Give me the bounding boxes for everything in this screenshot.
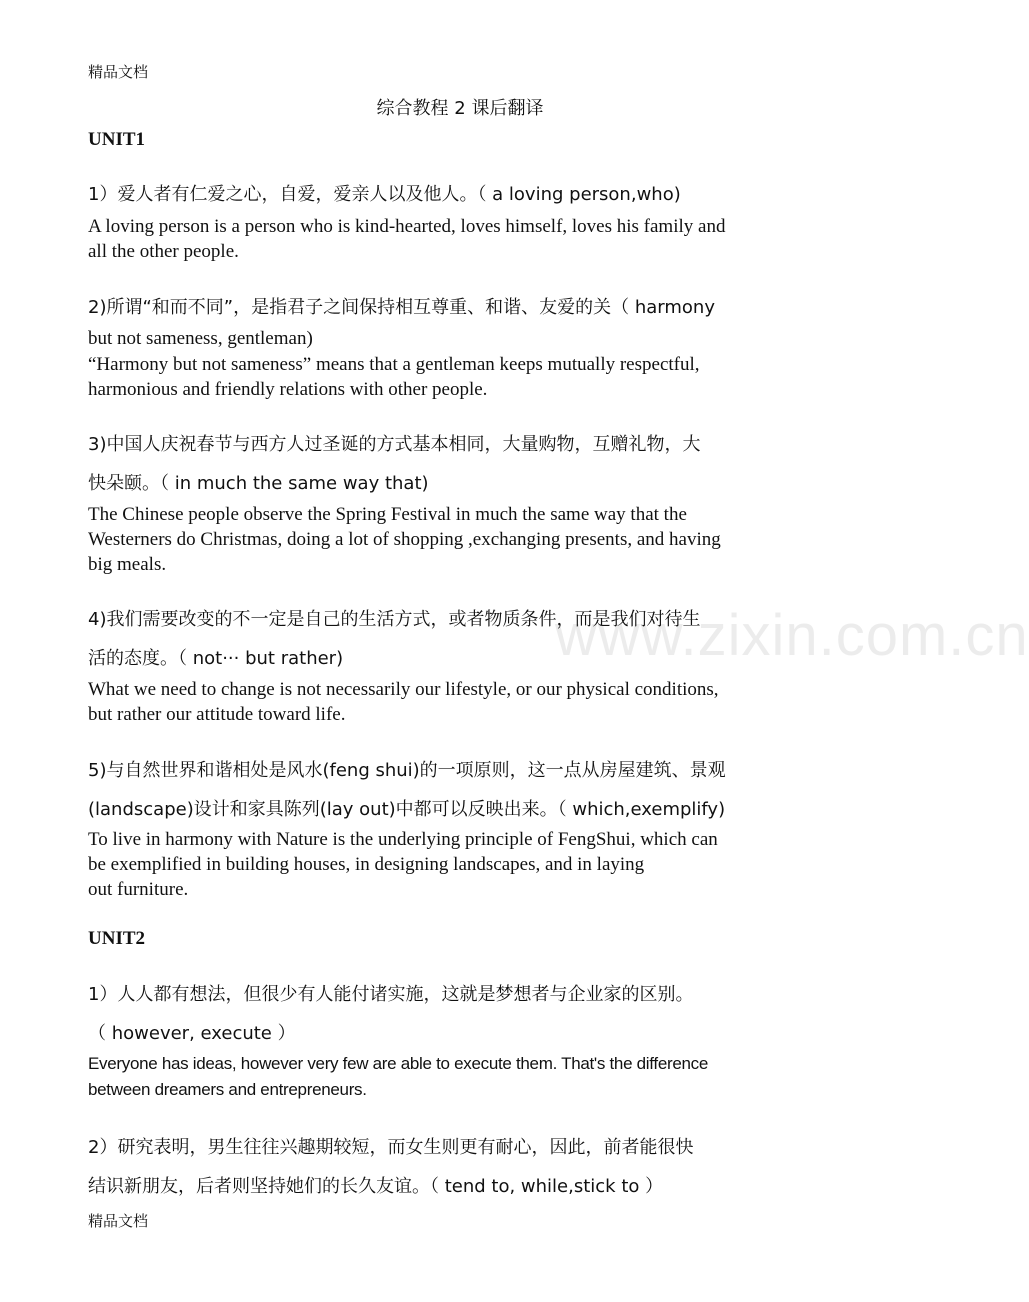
english-translation: all the other people. bbox=[88, 241, 239, 262]
unit-heading: UNIT2 bbox=[88, 928, 146, 949]
english-translation: but rather our attitude toward life. bbox=[88, 704, 346, 725]
footer-label: 精品文档 bbox=[88, 1212, 149, 1230]
chinese-sentence: 1）人人都有想法，但很少有人能付诸实施，这就是梦想者与企业家的区别。 bbox=[88, 984, 694, 1005]
english-translation: between dreamers and entrepreneurs. bbox=[88, 1080, 367, 1099]
english-translation: The Chinese people observe the Spring Festival in much the same way that the bbox=[88, 504, 687, 525]
chinese-sentence-cont: 活的态度。（ not··· but rather) bbox=[88, 648, 344, 669]
chinese-sentence: 3)中国人庆祝春节与西方人过圣诞的方式基本相同，大量购物，互赠礼物，大 bbox=[88, 434, 701, 455]
chinese-sentence-cont: 快朵颐。（ in much the same way that) bbox=[88, 473, 429, 494]
chinese-sentence: 4)我们需要改变的不一定是自己的生活方式，或者物质条件，而是我们对待生 bbox=[88, 609, 701, 630]
page-title: 综合教程 2 课后翻译 bbox=[376, 98, 544, 119]
chinese-sentence: 2）研究表明，男生往往兴趣期较短，而女生则更有耐心，因此，前者能很快 bbox=[88, 1137, 694, 1158]
chinese-sentence-cont: 结识新朋友，后者则坚持她们的长久友谊。（ tend to, while,stick to ） bbox=[88, 1176, 664, 1197]
chinese-sentence: 1）爱人者有仁爱之心，自爱，爱亲人以及他人。（ a loving person,who) bbox=[88, 184, 681, 205]
chinese-sentence: 2)所谓“和而不同”，是指君子之间保持相互尊重、和谐、友爱的关（ harmony bbox=[88, 297, 715, 318]
english-translation: Everyone has ideas, however very few are able to execute them. That's the difference bbox=[88, 1054, 709, 1073]
english-translation: be exemplified in building houses, in designing landscapes, and in laying bbox=[88, 854, 645, 875]
english-translation: A loving person is a person who is kind-hearted, loves himself, loves his family and bbox=[88, 216, 726, 237]
watermark: www.zixin.com.cn bbox=[555, 603, 1029, 668]
english-translation: To live in harmony with Nature is the underlying principle of FengShui, which can bbox=[88, 829, 718, 850]
chinese-sentence: 5)与自然世界和谐相处是风水(feng shui)的一项原则，这一点从房屋建筑、景观 bbox=[88, 760, 726, 781]
english-translation: Westerners do Christmas, doing a lot of shopping ,exchanging presents, and having bbox=[88, 529, 721, 550]
english-translation: What we need to change is not necessarily our lifestyle, or our physical conditions, bbox=[88, 679, 719, 700]
header-label: 精品文档 bbox=[88, 63, 149, 81]
english-translation: “Harmony but not sameness” means that a gentleman keeps mutually respectful, bbox=[88, 354, 700, 375]
chinese-sentence-cont: (landscape)设计和家具陈列(lay out)中都可以反映出来。（ which,exemplify) bbox=[88, 799, 726, 820]
english-translation: big meals. bbox=[88, 554, 167, 575]
english-translation: out furniture. bbox=[88, 879, 189, 900]
chinese-sentence-cont: （ however, execute ） bbox=[88, 1023, 296, 1044]
unit-heading: UNIT1 bbox=[88, 129, 146, 150]
chinese-sentence-cont: but not sameness, gentleman) bbox=[88, 328, 313, 349]
english-translation: harmonious and friendly relations with other people. bbox=[88, 379, 488, 400]
